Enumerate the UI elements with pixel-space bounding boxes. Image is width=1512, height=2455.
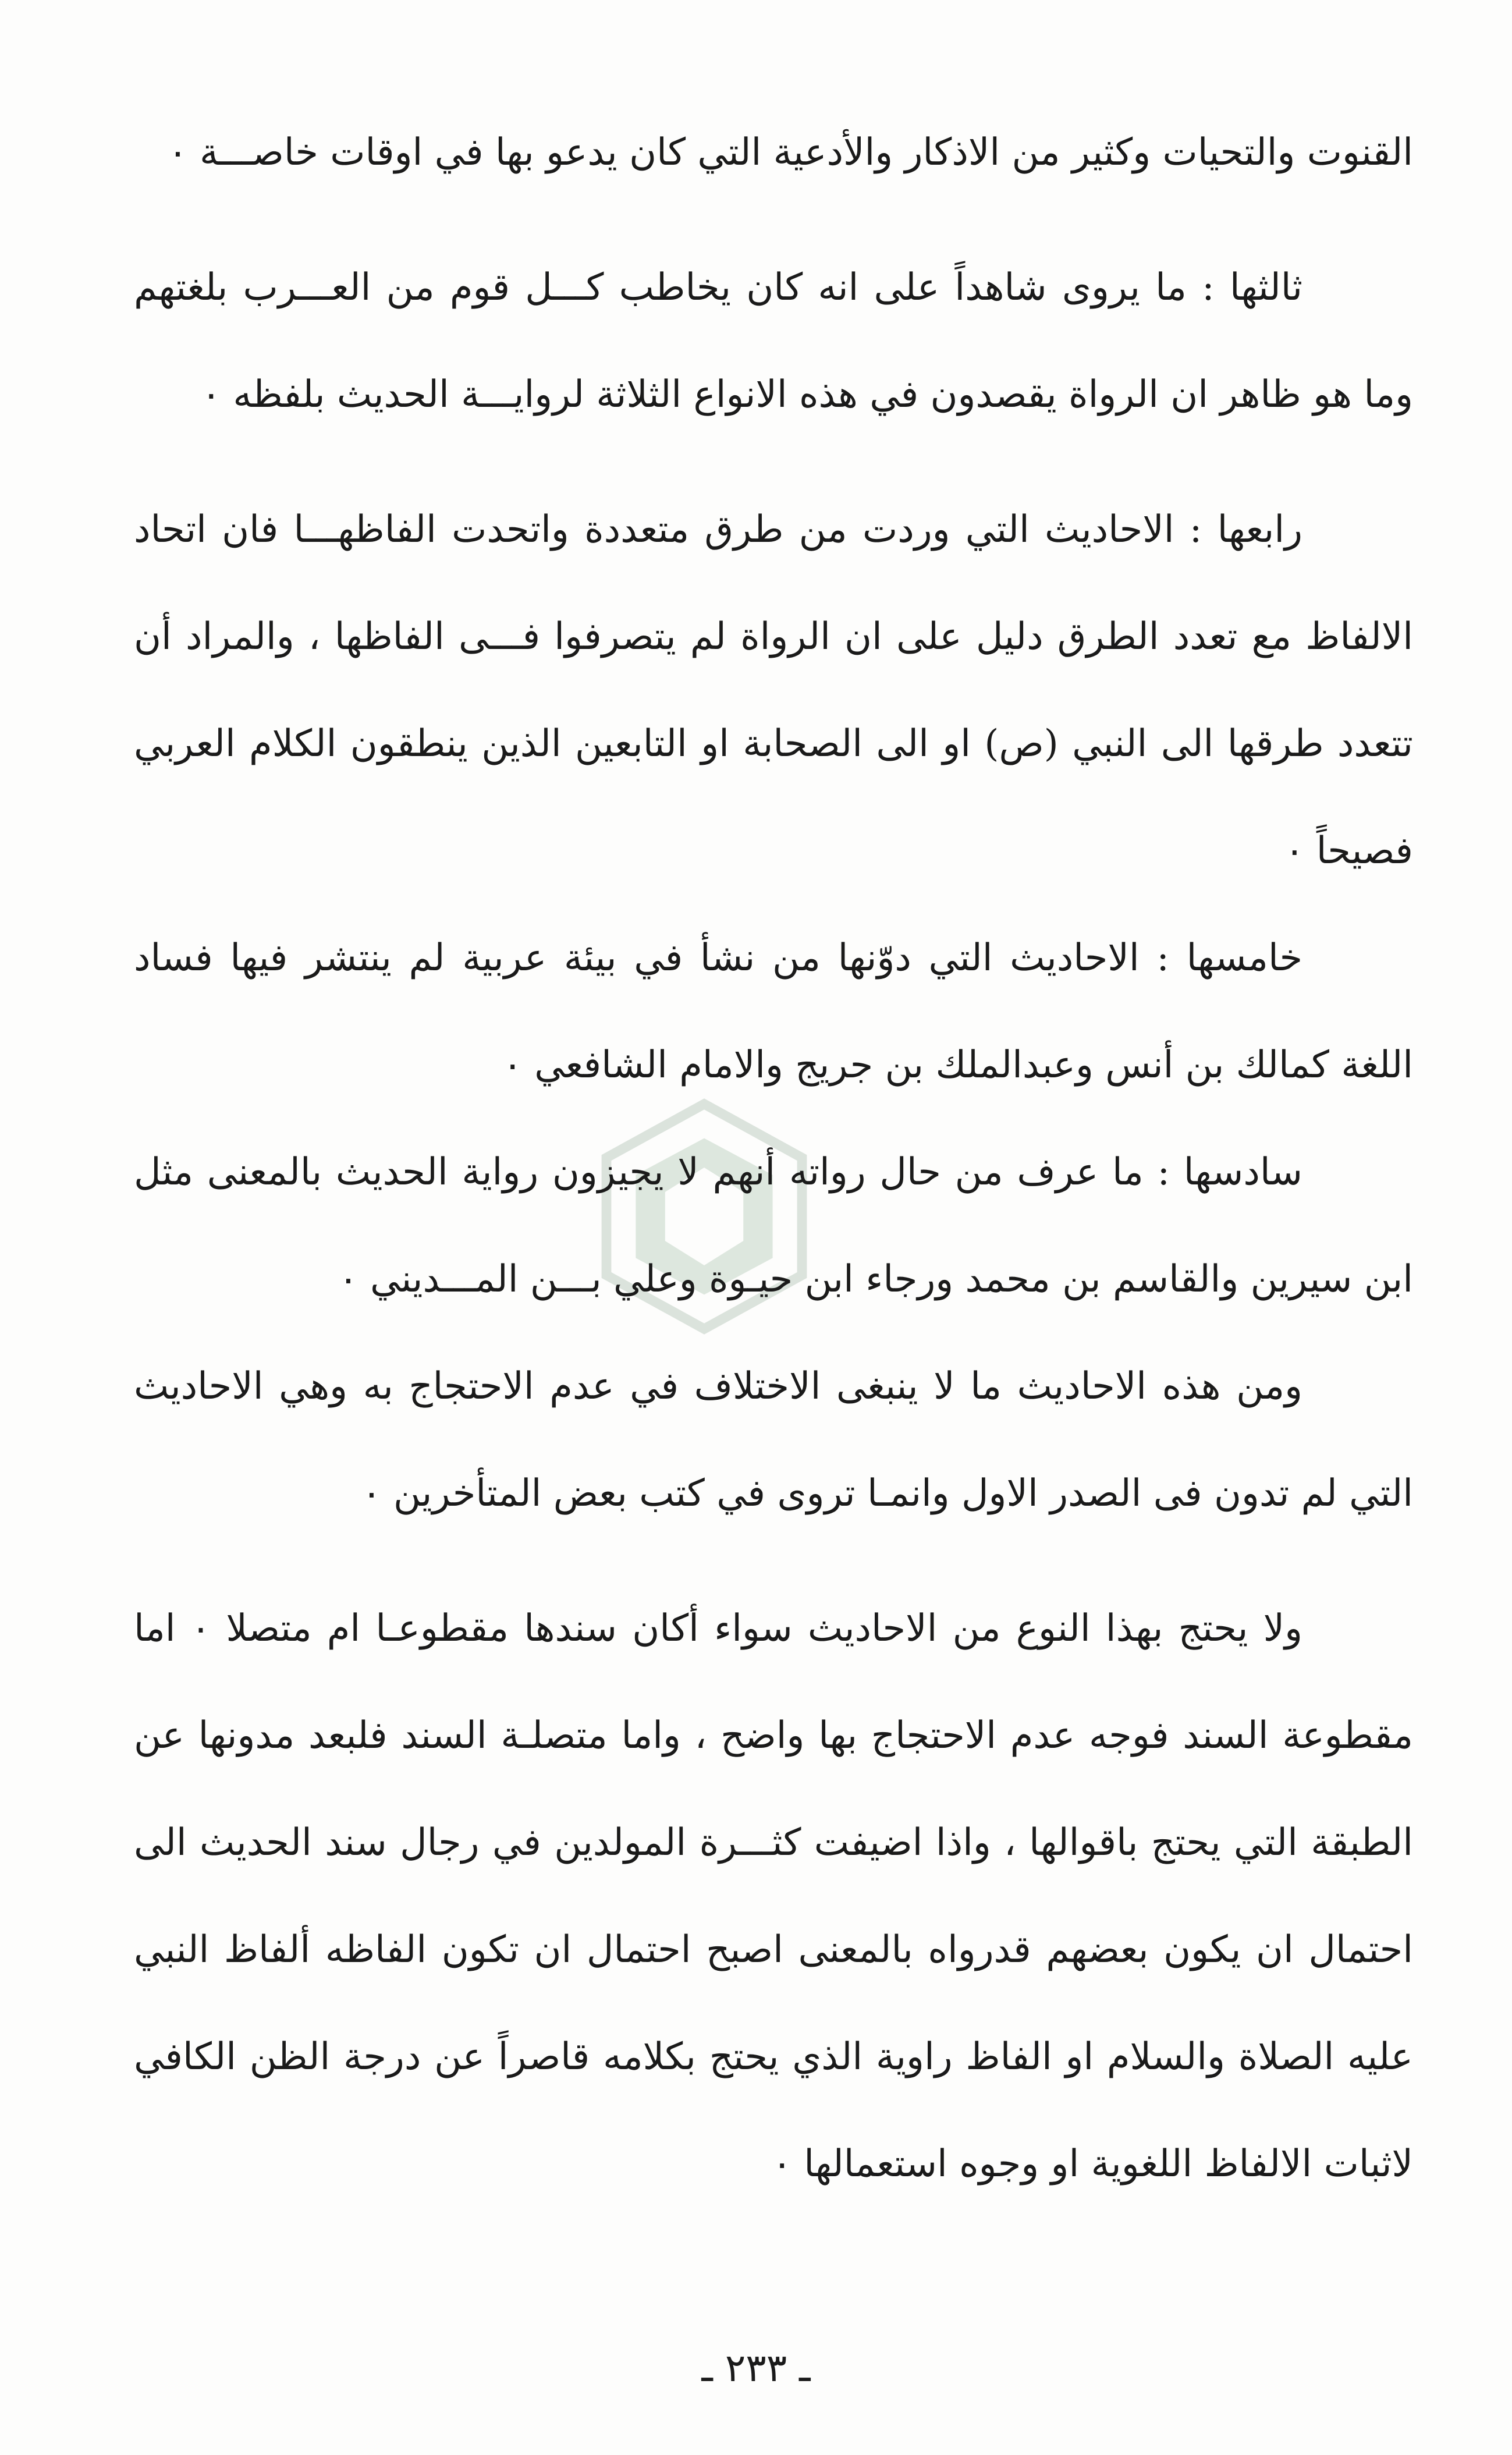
page-number: ـ ٢٣٣ ـ xyxy=(701,2346,811,2390)
body-text xyxy=(134,99,1413,2218)
paragraph-fourth-type: رابعها : الاحاديث التي وردت من طرق متعددة واتحدت الفاظهـــا فان اتحاد الالفاظ مع تعدد الطرق دليل على ان الرواة لم يتصرفوا فـــى الفاظها ، والمراد أن تتعدد طرقها الى النبي (ص) او الى الصحابة او التابعين الذين ينطقون الكلام العربي فصيحاً ٠ xyxy=(134,508,1413,872)
paragraph-third-type: ثالثها : ما يروى شاهداً على انه كان يخاطب كـــل قوم من العـــرب بلغتهم وما هو ظاهر ان الرواة يقصدون في هذه الانواع الثلاثة لروايـــة الحديث بلفظه ٠ xyxy=(134,266,1413,416)
paragraph-fifth-type: خامسها : الاحاديث التي دوّنها من نشأ في بيئة عربية لم ينتشر فيها فساد اللغة كمالك بن أنس وعبدالملك بن جريج والامام الشافعي ٠ xyxy=(134,936,1413,1087)
paragraph-late-hadith: ومن هذه الاحاديث ما لا ينبغى الاختلاف في عدم الاحتجاج به وهي الاحاديث التي لم تدون فى الصدر الاول وانمـا تروى في كتب بعض المتأخرين ٠ xyxy=(134,1365,1413,1515)
paragraph-no-argument: ولا يحتج بهذا النوع من الاحاديث سواء أكان سندها مقطوعـا ام متصلا ٠ اما مقطوعة السند فوجه عدم الاحتجاج بها واضح ، واما متصلـة السند فلبعد مدونها عن الطبقة التي يحتج باقوالها ، واذا اضيفت كثـــرة المولدين في رجال سند الحديث الى احتمال ان يكون بعضهم قدرواه بالمعنى اصبح احتمال ان تكون الفاظه ألفاظ النبي عليه الصلاة والسلام او الفاظ راوية الذي يحتج بكلامه قاصراً عن درجة الظن الكافي لاثبات الالفاظ اللغوية او وجوه استعمالها ٠ xyxy=(134,1607,1413,2186)
paragraph-sixth-type: سادسها : ما عرف من حال رواته أنهم لا يجيزون رواية الحديث بالمعنى مثل ابن سيرين والقاسم بن محمد ورجاء ابن حيـوة وعلي بـــن المـــديني ٠ xyxy=(134,1151,1413,1301)
paragraph-continuation: القنوت والتحيات وكثير من الاذكار والأدعية التي كان يدعو بها في اوقات خاصـــة ٠ xyxy=(168,131,1413,174)
paragraph-gap xyxy=(134,206,1413,234)
paragraph-gap xyxy=(134,448,1413,476)
paragraph-gap xyxy=(134,1547,1413,1575)
